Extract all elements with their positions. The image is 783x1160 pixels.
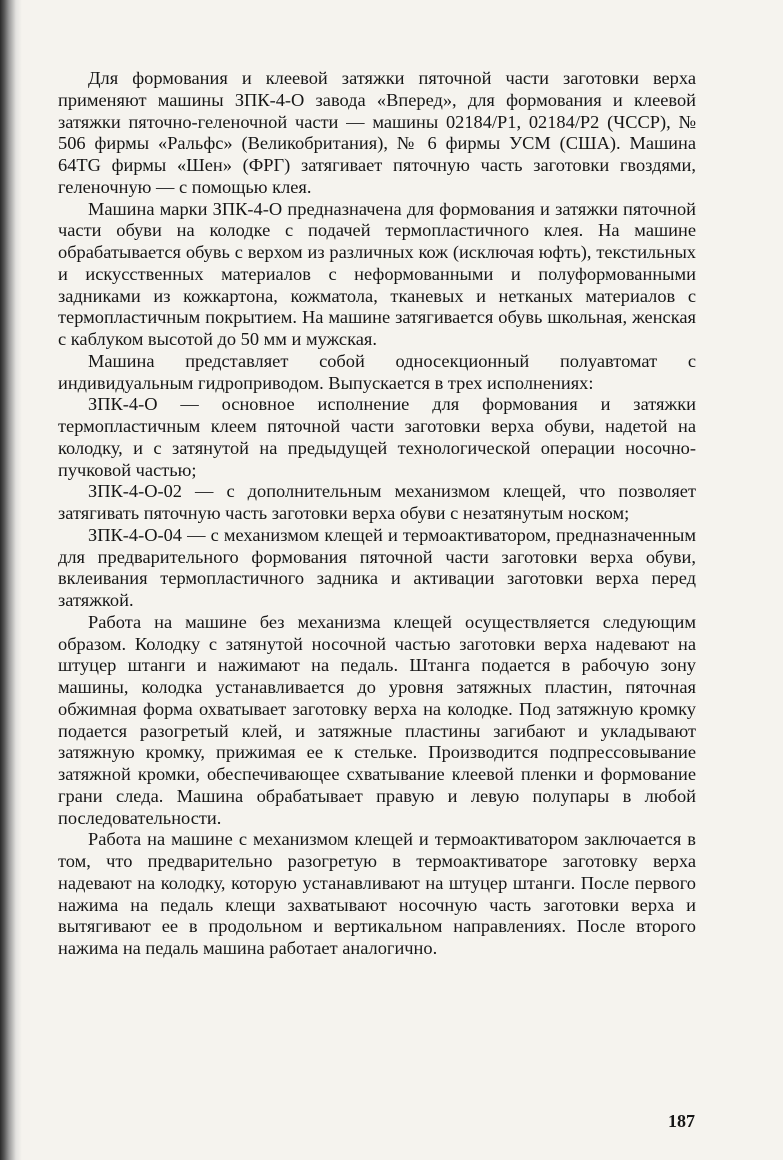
paragraph-4: ЗПК-4-О — основное исполнение для формования и затяжки термопластичным клеем пяточной части заготовки верха обуви, надетой на колодку, и с затянутой на предыдущей технологической операции носочно-пучковой частью; [58, 394, 696, 480]
paragraph-8: Работа на машине с механизмом клещей и термоактиватором заключается в том, что предварительно разогретую в термоактиваторе заготовку верха надевают на колодку, которую устанавливают на штуцер штанги. После первого нажима на педаль клещи захватывают носочную часть заготовки верха и вытягивают ее в продольном и вертикальном направлениях. После второго нажима на педаль машина работает аналогично. [58, 829, 696, 958]
paragraph-3: Машина представляет собой односекционный полуавтомат с индивидуальным гидроприводом. Выпускается в трех исполнениях: [58, 350, 696, 393]
paragraph-5: ЗПК-4-О-02 — с дополнительным механизмом клещей, что позволяет затягивать пяточную часть заготовки верха обуви с незатянутым носком; [58, 481, 696, 523]
paragraph-2: Машина марки ЗПК-4-О предназначена для формования и затяжки пяточной части обуви на колодке с подачей термопластичного клея. На машине обрабатывается обувь с верхом из различных кож (исключая юфть), текстильных и искусственных материалов с неформованными и полуформованными задниками из кожкартона, кожматола, тканевых и нетканых материалов с термопластичным покрытием. На машине затягивается обувь школьная, женская с каблуком высотой до 50 мм и мужская. [58, 198, 696, 349]
page-number: 187 [668, 1111, 695, 1131]
scan-binding-edge [0, 0, 22, 1160]
paragraph-1: Для формования и клеевой затяжки пяточной части заготовки верха применяют машины ЗПК-4-О завода «Вперед», для формования и клеевой затяжки пяточно-геленочной части — машины 02184/Р1, 02184/Р2 (ЧССР), № 506 фирмы «Ральфс» (Великобритания), № 6 фирмы УСМ (США). Машина 64TG фирмы «Шен» (ФРГ) затягивает пяточную часть заготовки гвоздями, геленочную — с помощью клея. [58, 68, 696, 197]
body-text [58, 68, 696, 960]
paragraph-7: Работа на машине без механизма клещей осуществляется следующим образом. Колодку с затянутой носочной частью заготовки верха надевают на штуцер штанги и нажимают на педаль. Штанга подается в рабочую зону машины, колодка устанавливается до уровня затяжных пластин, пяточная обжимная форма охватывает заготовку верха на колодке. Под затяжную кромку подается разогретый клей, и затяжные пластины загибают и укладывают затяжную кромку, прижимая ее к стельке. Производится подпрессовывание затяжной кромки, обеспечивающее схватывание клеевой пленки и формование грани следа. Машина обрабатывает правую и левую полупары в любой последовательности. [58, 611, 696, 828]
paragraph-6: ЗПК-4-О-04 — с механизмом клещей и термоактиватором, предназначенным для предварительного формования пяточной части заготовки верха обуви, вклеивания термопластичного задника и активации заготовки верха перед затяжкой. [58, 524, 696, 610]
